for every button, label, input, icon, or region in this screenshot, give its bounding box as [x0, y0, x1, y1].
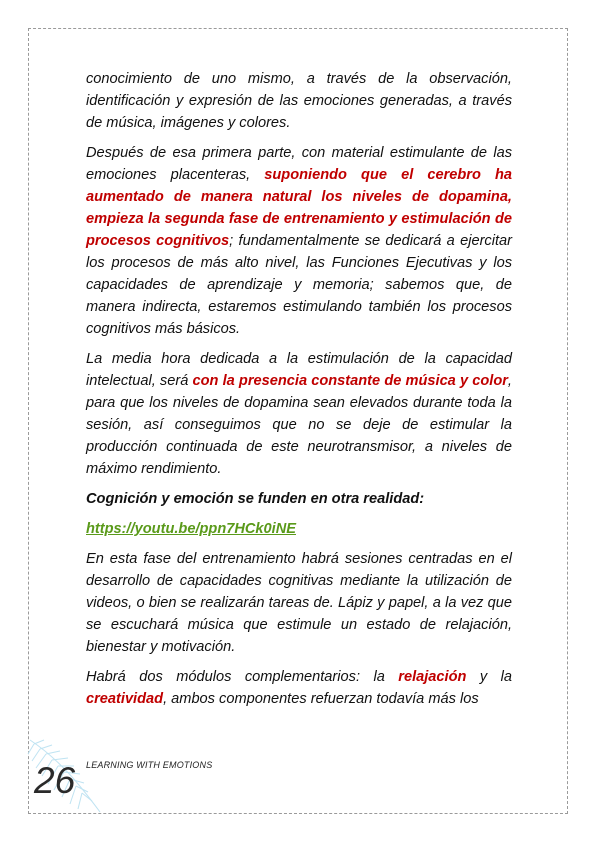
page-number: 26 [34, 760, 76, 801]
paragraph-3-highlight: con la presencia constante de música y color [192, 373, 508, 389]
creatividad-highlight: creatividad [86, 691, 164, 707]
paragraph-6-text: En esta fase del entrenamiento habrá sesiones centradas en el desarrollo de capacidades cognitivas mediante la utilización de videos, o bien se realizarán tareas de. Lápiz y papel, a la vez que se escuchará música que estimule un estado de relajación, bienestar y motivación. [86, 551, 512, 655]
paragraph-3 [86, 348, 512, 480]
paragraph-5 [86, 518, 512, 540]
footer-title: LEARNING WITH EMOTIONS [86, 760, 213, 770]
paragraph-3-text-c: , para que los niveles de dopamina sean elevados durante toda la sesión, así conseguimos que no se deje de estimular la producción continuada de este neurotransmisor, a niveles de máximo rendimiento. [86, 373, 512, 477]
paragraph-7-text-e: , ambos componentes refuerzan todavía más los [163, 691, 479, 707]
body-text [86, 68, 512, 718]
paragraph-7-text-c: y la [466, 669, 512, 685]
relajacion-highlight: relajación [398, 669, 467, 685]
video-link[interactable]: https://youtu.be/ppn7HCk0iNE [86, 521, 296, 537]
paragraph-2-text-a: Después de esa primera parte, con material estimulante de las emociones placenteras, [86, 145, 512, 183]
paragraph-2 [86, 142, 512, 340]
paragraph-6 [86, 548, 512, 658]
paragraph-2-highlight: suponiendo que el cerebro ha aumentado de manera natural los niveles de dopamina, empieza la segunda fase de entrenamiento y estimulación de procesos cognitivos [86, 167, 513, 249]
paragraph-1 [86, 68, 512, 134]
paragraph-7 [86, 666, 512, 710]
paragraph-7-text-a: Habrá dos módulos complementarios: la [86, 669, 399, 685]
paragraph-1-text: conocimiento de uno mismo, a través de la observación, identificación y expresión de las emociones generadas, a través de música, imágenes y colores. [86, 71, 512, 131]
paragraph-3-text-a: La media hora dedicada a la estimulación de la capacidad intelectual, será [86, 351, 512, 389]
section-heading: Cognición y emoción se funden en otra realidad: [86, 491, 425, 507]
paragraph-2-text-c: ; fundamentalmente se dedicará a ejercitar los procesos de más alto nivel, las Funciones Ejecutivas y los capacidades de aprendizaje y memoria; sabemos que, de manera indirecta, estaremos estimulando también los procesos cognitivos más básicos. [86, 233, 512, 337]
paragraph-4 [86, 488, 512, 510]
